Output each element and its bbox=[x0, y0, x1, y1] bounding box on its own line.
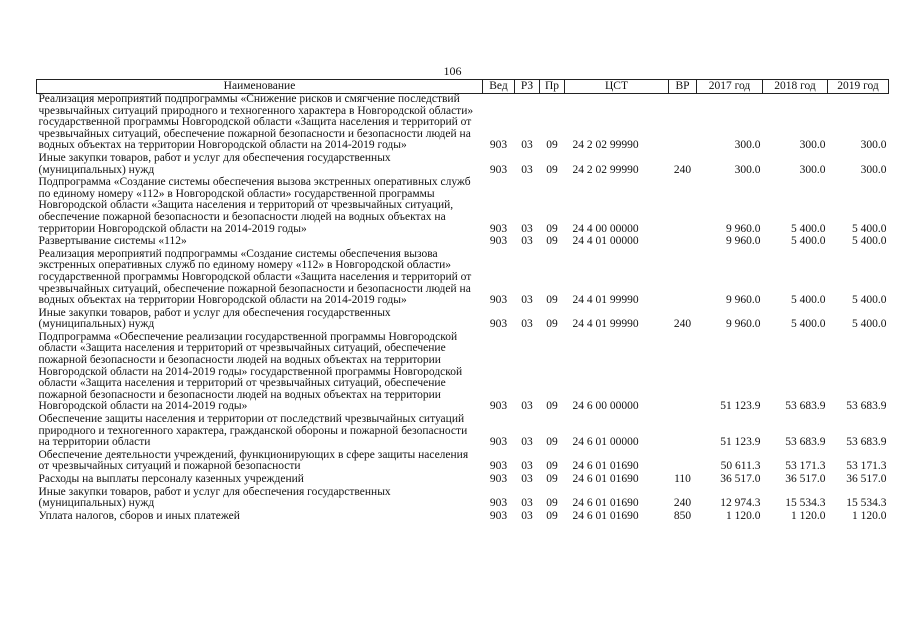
cell-2019: 5 400.0 bbox=[852, 318, 887, 331]
col-header-2018: 2018 год bbox=[763, 80, 828, 94]
cell-2018: 5 400.0 bbox=[791, 318, 826, 331]
cell-rz: 03 bbox=[521, 139, 533, 152]
cell-pr: 09 bbox=[546, 497, 558, 510]
table-row bbox=[37, 177, 889, 236]
cell-2017: 300.0 bbox=[734, 163, 761, 176]
table-body bbox=[37, 94, 889, 524]
cell-cst: 24 4 01 99990 bbox=[572, 294, 639, 307]
cell-ved: 903 bbox=[489, 163, 508, 176]
cell-2017: 300.0 bbox=[734, 139, 761, 152]
cell-cst: 24 6 01 00000 bbox=[572, 436, 639, 449]
cell-ved: 903 bbox=[489, 222, 508, 235]
cell-ved: 903 bbox=[489, 294, 508, 307]
cell-2019: 5 400.0 bbox=[852, 235, 887, 248]
cell-2017: 51 123.9 bbox=[720, 400, 761, 413]
cell-pr: 09 bbox=[546, 163, 558, 176]
cell-rz: 03 bbox=[521, 163, 533, 176]
cell-2017: 1 120.0 bbox=[726, 509, 761, 522]
cell-rz: 03 bbox=[521, 318, 533, 331]
cell-name: Расходы на выплаты персоналу казенных учреждений bbox=[38, 473, 304, 485]
cell-pr: 09 bbox=[546, 235, 558, 248]
cell-2017: 51 123.9 bbox=[720, 436, 761, 449]
cell-pr: 09 bbox=[546, 436, 558, 449]
cell-2017: 36 517.0 bbox=[720, 473, 761, 485]
cell-ved: 903 bbox=[489, 497, 508, 510]
cell-2019: 36 517.0 bbox=[846, 473, 887, 485]
cell-name: Иные закупки товаров, работ и услуг для обеспечения государственных (муниципальных) нужд bbox=[38, 306, 391, 331]
cell-2018: 53 171.3 bbox=[785, 460, 826, 473]
cell-pr: 09 bbox=[546, 294, 558, 307]
budget-table bbox=[36, 79, 889, 523]
col-header-2019: 2019 год bbox=[828, 80, 889, 94]
cell-2018: 5 400.0 bbox=[791, 222, 826, 235]
cell-ved: 903 bbox=[489, 509, 508, 522]
cell-ved: 903 bbox=[489, 318, 508, 331]
cell-pr: 09 bbox=[546, 318, 558, 331]
cell-2019: 5 400.0 bbox=[852, 294, 887, 307]
cell-2017: 50 611.3 bbox=[720, 460, 761, 473]
cell-pr: 09 bbox=[546, 222, 558, 235]
cell-name: Развертывание системы «112» bbox=[38, 235, 187, 248]
cell-cst: 24 4 01 99990 bbox=[572, 318, 639, 331]
cell-2019: 53 683.9 bbox=[846, 400, 887, 413]
col-header-2017: 2017 год bbox=[697, 80, 763, 94]
cell-rz: 03 bbox=[521, 497, 533, 510]
cell-cst: 24 2 02 99990 bbox=[572, 139, 639, 152]
cell-2019: 5 400.0 bbox=[852, 222, 887, 235]
cell-rz: 03 bbox=[521, 436, 533, 449]
cell-ved: 903 bbox=[489, 235, 508, 248]
cell-rz: 03 bbox=[521, 400, 533, 413]
table-row bbox=[37, 414, 889, 450]
cell-2019: 1 120.0 bbox=[852, 509, 887, 522]
table-row bbox=[37, 474, 889, 487]
col-header-rz: РЗ bbox=[515, 80, 540, 94]
cell-ved: 903 bbox=[489, 436, 508, 449]
cell-name: Реализация мероприятий подпрограммы «Снижение рисков и смягчение последствий чрезвычайных ситуаций природного и техногенного характера в Новгородской области» государственной программы Новгородской области «Защита населения и территорий от чрезвычайных ситуаций, обеспечение пожарной безопасности и безопасности людей на водных объектах на территории Новгородской области на 2014-2019 годы» bbox=[38, 93, 474, 152]
col-header-name: Наименование bbox=[37, 80, 483, 94]
cell-cst: 24 6 01 01690 bbox=[572, 460, 639, 473]
cell-2019: 300.0 bbox=[860, 163, 887, 176]
cell-cst: 24 4 01 00000 bbox=[572, 235, 639, 248]
cell-2018: 36 517.0 bbox=[785, 473, 826, 485]
col-header-vr: ВР bbox=[669, 80, 697, 94]
cell-2018: 300.0 bbox=[799, 163, 826, 176]
cell-cst: 24 4 00 00000 bbox=[572, 222, 639, 235]
cell-name: Иные закупки товаров, работ и услуг для обеспечения государственных (муниципальных) нужд bbox=[38, 151, 391, 176]
cell-pr: 09 bbox=[546, 139, 558, 152]
cell-vr bbox=[669, 332, 697, 414]
cell-vr: 240 bbox=[673, 497, 692, 510]
cell-ved: 903 bbox=[489, 460, 508, 473]
cell-cst: 24 2 02 99990 bbox=[572, 163, 639, 176]
cell-2019: 300.0 bbox=[860, 139, 887, 152]
cell-2017: 9 960.0 bbox=[726, 222, 761, 235]
cell-vr bbox=[669, 249, 697, 308]
cell-2017: 9 960.0 bbox=[726, 235, 761, 248]
cell-rz: 03 bbox=[521, 473, 533, 485]
cell-name: Обеспечение деятельности учреждений, функционирующих в сфере защиты населения от чрезвычайных ситуаций и пожарной безопасности bbox=[38, 448, 469, 473]
cell-vr: 240 bbox=[673, 163, 692, 176]
table-row bbox=[37, 94, 889, 153]
cell-cst: 24 6 01 01690 bbox=[572, 473, 639, 485]
col-header-cst: ЦСТ bbox=[565, 80, 669, 94]
col-header-ved: Вед bbox=[483, 80, 515, 94]
cell-2017: 9 960.0 bbox=[726, 318, 761, 331]
cell-vr bbox=[669, 177, 697, 236]
table-row bbox=[37, 153, 889, 177]
cell-2018: 300.0 bbox=[799, 139, 826, 152]
table-header bbox=[37, 80, 889, 94]
table-row bbox=[37, 308, 889, 332]
cell-pr: 09 bbox=[546, 473, 558, 485]
cell-rz: 03 bbox=[521, 509, 533, 522]
cell-rz: 03 bbox=[521, 222, 533, 235]
cell-vr bbox=[669, 450, 697, 474]
table-row bbox=[37, 450, 889, 474]
cell-pr: 09 bbox=[546, 460, 558, 473]
cell-2018: 53 683.9 bbox=[785, 400, 826, 413]
page-number: 106 bbox=[443, 64, 462, 78]
cell-rz: 03 bbox=[521, 235, 533, 248]
table-row bbox=[37, 487, 889, 511]
cell-2017: 12 974.3 bbox=[720, 497, 761, 510]
table-row bbox=[37, 249, 889, 308]
cell-rz: 03 bbox=[521, 460, 533, 473]
cell-name: Обеспечение защиты населения и территории от последствий чрезвычайных ситуаций природного и техногенного характера, гражданской обороны и пожарной безопасности на территории области bbox=[38, 413, 468, 449]
cell-2019: 53 171.3 bbox=[846, 460, 887, 473]
cell-cst: 24 6 01 01690 bbox=[572, 509, 639, 522]
cell-vr bbox=[669, 236, 697, 249]
cell-rz: 03 bbox=[521, 294, 533, 307]
cell-name: Иные закупки товаров, работ и услуг для обеспечения государственных (муниципальных) нужд bbox=[38, 485, 391, 510]
cell-vr bbox=[669, 414, 697, 450]
cell-vr bbox=[669, 94, 697, 153]
cell-vr: 110 bbox=[674, 473, 691, 485]
cell-name: Подпрограмма «Создание системы обеспечения вызова экстренных оперативных служб по единому номеру «112» в Новгородской области» государственной программы Новгородской области «Защита населения и территорий от чрезвычайных ситуаций, обеспечение пожарной безопасности и безопасности людей на водных объектах на территории Новгородской области на 2014-2019 годы» bbox=[38, 176, 471, 235]
table-row bbox=[37, 511, 889, 524]
cell-pr: 09 bbox=[546, 509, 558, 522]
cell-2017: 9 960.0 bbox=[726, 294, 761, 307]
cell-2018: 53 683.9 bbox=[785, 436, 826, 449]
cell-ved: 903 bbox=[489, 473, 508, 485]
cell-vr: 850 bbox=[673, 509, 692, 522]
table-row bbox=[37, 332, 889, 414]
cell-cst: 24 6 00 00000 bbox=[572, 400, 639, 413]
cell-2018: 1 120.0 bbox=[791, 509, 826, 522]
cell-2018: 15 534.3 bbox=[785, 497, 826, 510]
cell-2019: 53 683.9 bbox=[846, 436, 887, 449]
col-header-pr: Пр bbox=[540, 80, 565, 94]
cell-name: Реализация мероприятий подпрограммы «Создание системы обеспечения вызова экстренных оперативных служб по единому номеру «112» в Новгородской области» государственной программы Новгородской области «Защита населения и территорий от чрезвычайных ситуаций, обеспечение пожарной безопасности и безопасности людей на водных объектах на территории Новгородской области на 2014-2019 годы» bbox=[38, 247, 472, 307]
table-row bbox=[37, 236, 889, 249]
cell-2018: 5 400.0 bbox=[791, 235, 826, 248]
cell-cst: 24 6 01 01690 bbox=[572, 497, 639, 510]
cell-vr: 240 bbox=[673, 318, 692, 331]
cell-ved: 903 bbox=[489, 400, 508, 413]
cell-2019: 15 534.3 bbox=[846, 497, 887, 510]
cell-name: Уплата налогов, сборов и иных платежей bbox=[38, 509, 240, 522]
cell-2018: 5 400.0 bbox=[791, 294, 826, 307]
cell-ved: 903 bbox=[489, 139, 508, 152]
cell-name: Подпрограмма «Обеспечение реализации государственной программы Новгородской области «Защита населения и территорий от чрезвычайных ситуаций, обеспечение пожарной безопасности и безопасности людей на водных объектах на территории Новгородской области на 2014-2019 годы» государственной программы Новгородской области «Защита населения и территорий от чрезвычайных ситуаций, обеспечение пожарной безопасности и безопасности людей на водных объектах на территории Новгородской области на 2014-2019 годы» bbox=[38, 330, 463, 413]
cell-pr: 09 bbox=[546, 400, 558, 413]
